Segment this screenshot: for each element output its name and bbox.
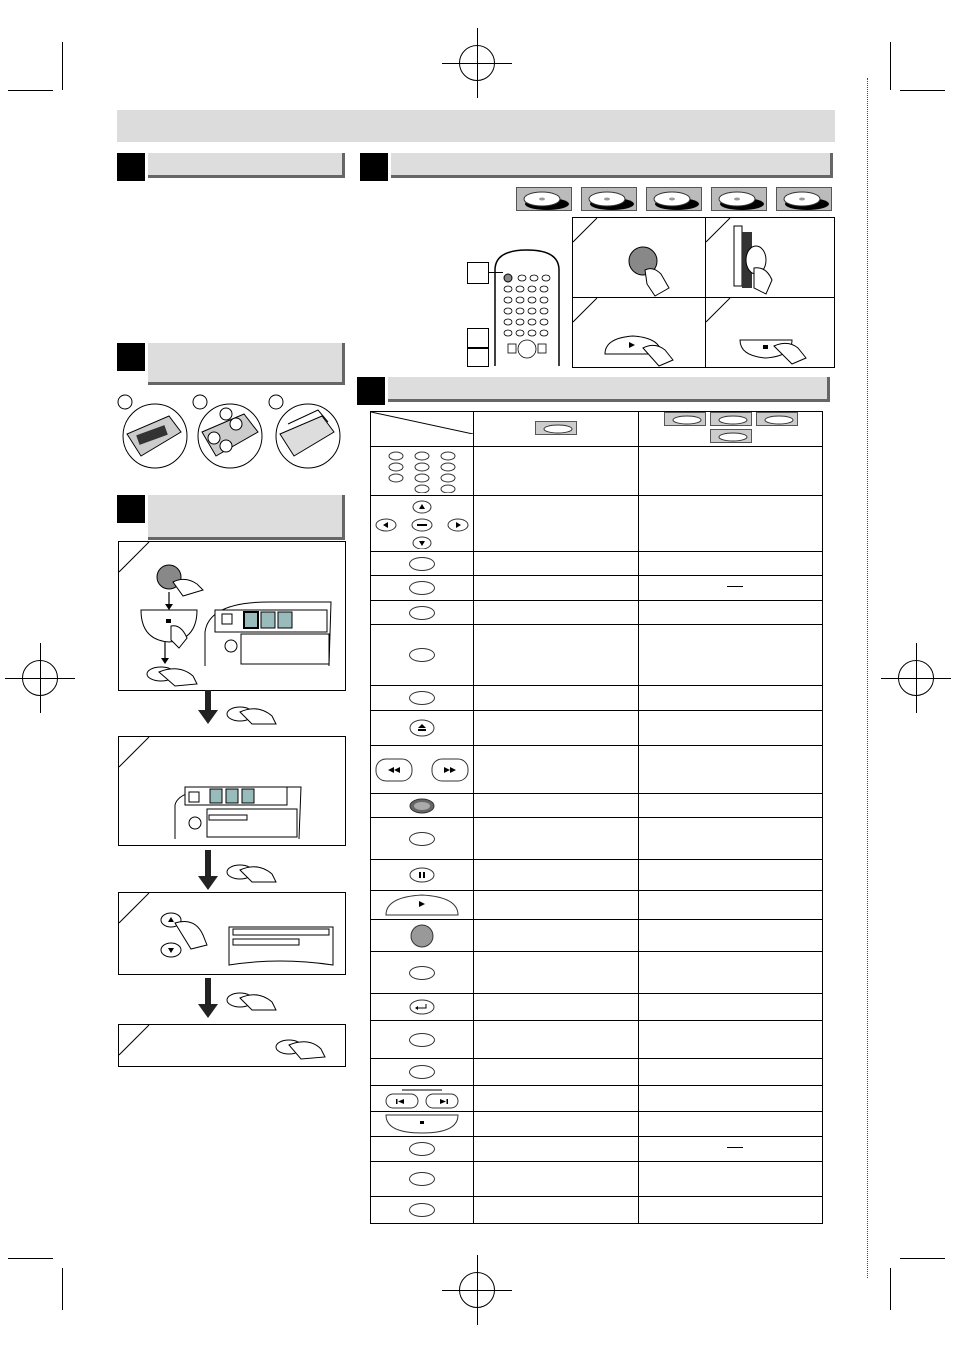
dash-mark xyxy=(727,586,743,587)
stop-icon xyxy=(706,298,836,369)
table-row xyxy=(371,746,474,794)
play-icon xyxy=(573,298,707,369)
table-cell xyxy=(474,920,639,952)
menu-step-2 xyxy=(118,736,346,846)
disc-icon xyxy=(710,412,752,426)
eject-icon xyxy=(408,719,436,737)
crop-mark xyxy=(62,1268,63,1310)
table-row xyxy=(371,1197,474,1224)
menu-step-3 xyxy=(118,892,346,975)
crop-mark xyxy=(900,1258,945,1259)
power-button-icon xyxy=(408,924,436,948)
table-cell xyxy=(474,447,639,496)
table-cell xyxy=(474,1162,639,1197)
table-cell xyxy=(639,552,823,576)
disc-icon xyxy=(535,421,577,435)
table-cell xyxy=(639,746,823,794)
table-cell xyxy=(639,1137,823,1162)
table-row xyxy=(371,1059,474,1086)
table-cell xyxy=(639,625,823,686)
step-panel xyxy=(572,297,706,368)
button-icon xyxy=(409,606,435,620)
hand-press-icon xyxy=(226,702,282,726)
hand-press-icon xyxy=(226,988,282,1012)
button-icon xyxy=(409,648,435,662)
table-cell xyxy=(474,1086,639,1112)
callout-box xyxy=(467,262,489,284)
table-cell xyxy=(474,1112,639,1137)
table-cell xyxy=(639,891,823,920)
table-row xyxy=(371,601,474,625)
skip-buttons-icon xyxy=(382,1088,462,1110)
table-cell xyxy=(474,860,639,891)
dash-mark xyxy=(727,1147,743,1148)
table-cell xyxy=(474,952,639,994)
registration-mark xyxy=(22,660,58,696)
table-cell xyxy=(474,552,639,576)
section-number-block xyxy=(117,495,145,523)
crop-mark xyxy=(8,90,53,91)
crop-mark xyxy=(8,1258,53,1259)
page-title-bar xyxy=(117,110,835,142)
table-row xyxy=(371,711,474,746)
disc-icon xyxy=(710,429,752,443)
step-panel xyxy=(705,297,835,368)
table-cell xyxy=(474,818,639,860)
table-cell xyxy=(474,686,639,711)
button-icon xyxy=(409,1142,435,1156)
table-header-cell xyxy=(474,412,639,447)
table-cell xyxy=(639,496,823,552)
step-panel xyxy=(705,217,835,298)
menu-step-4 xyxy=(118,1024,346,1067)
pause-icon xyxy=(408,867,436,883)
crop-mark xyxy=(890,1268,891,1310)
table-row xyxy=(371,860,474,891)
table-cell xyxy=(474,1137,639,1162)
table-row xyxy=(371,1162,474,1197)
table-row xyxy=(371,496,474,552)
play-icon xyxy=(382,893,462,917)
table-row xyxy=(371,994,474,1021)
stop-icon xyxy=(382,1113,462,1135)
arrow-down-icon xyxy=(205,690,211,712)
table-row xyxy=(371,952,474,994)
table-header-cell xyxy=(371,412,474,447)
table-cell xyxy=(474,746,639,794)
disc-icon xyxy=(646,187,702,211)
section-number-block xyxy=(357,377,385,405)
section-header-4 xyxy=(388,377,830,402)
disc-icon xyxy=(664,412,706,426)
disc-icon xyxy=(516,187,572,211)
button-icon xyxy=(409,966,435,980)
table-cell xyxy=(639,860,823,891)
section-number-block xyxy=(117,153,145,181)
table-cell xyxy=(474,994,639,1021)
table-cell xyxy=(639,686,823,711)
button-icon xyxy=(409,832,435,846)
table-cell xyxy=(639,794,823,818)
table-row xyxy=(371,447,474,496)
crop-mark xyxy=(900,90,945,91)
arrow-down-icon xyxy=(205,978,211,1006)
table-cell xyxy=(639,952,823,994)
arrow-down-icon xyxy=(205,850,211,878)
return-icon xyxy=(408,999,436,1015)
hand-press-icon xyxy=(573,218,707,299)
table-row xyxy=(371,1112,474,1137)
fold-line xyxy=(867,78,868,1278)
menu-step-1 xyxy=(118,541,346,691)
hand-press-icon xyxy=(226,860,282,884)
table-row xyxy=(371,576,474,601)
section-number-block xyxy=(117,343,145,371)
remote-control-icon xyxy=(490,248,564,366)
callout-box xyxy=(467,328,489,348)
table-row xyxy=(371,686,474,711)
table-row xyxy=(371,920,474,952)
table-cell xyxy=(474,625,639,686)
section-header-5 xyxy=(148,495,345,540)
registration-mark xyxy=(898,660,934,696)
table-cell xyxy=(639,447,823,496)
feature-table xyxy=(370,411,823,1224)
button-icon xyxy=(409,581,435,595)
disc-icon xyxy=(581,187,637,211)
table-cell xyxy=(639,1059,823,1086)
table-cell xyxy=(474,711,639,746)
table-row xyxy=(371,891,474,920)
table-row xyxy=(371,1021,474,1059)
table-row xyxy=(371,552,474,576)
crop-mark xyxy=(890,42,891,90)
table-cell xyxy=(639,1112,823,1137)
table-row xyxy=(371,794,474,818)
button-icon xyxy=(409,1172,435,1186)
table-cell xyxy=(474,576,639,601)
section-number-block xyxy=(360,153,388,181)
button-icon xyxy=(409,557,435,571)
battery-compartment-icon xyxy=(268,394,342,470)
table-cell xyxy=(474,1021,639,1059)
crop-mark xyxy=(62,42,63,90)
table-cell xyxy=(474,1059,639,1086)
callout-line xyxy=(489,272,503,273)
battery-compartment-icon xyxy=(117,394,187,470)
table-cell xyxy=(639,1162,823,1197)
rewind-fast-forward-icon xyxy=(374,757,470,783)
battery-compartment-icon xyxy=(192,394,264,470)
section-header-1 xyxy=(148,153,345,178)
step-panel xyxy=(572,217,706,298)
table-cell xyxy=(639,1197,823,1224)
table-row xyxy=(371,818,474,860)
number-keypad-icon xyxy=(382,449,462,493)
disc-icon xyxy=(756,412,798,426)
disc-icon xyxy=(711,187,767,211)
button-icon xyxy=(409,1033,435,1047)
table-cell xyxy=(474,891,639,920)
table-cell xyxy=(639,601,823,625)
disc-icon xyxy=(776,187,832,211)
button-icon xyxy=(408,798,436,814)
table-cell xyxy=(474,496,639,552)
table-cell xyxy=(474,1197,639,1224)
table-cell xyxy=(639,1086,823,1112)
table-header-cell xyxy=(639,412,823,447)
table-cell xyxy=(639,994,823,1021)
button-icon xyxy=(409,1203,435,1217)
cursor-buttons-icon xyxy=(374,499,470,549)
section-header-2 xyxy=(391,153,833,178)
callout-box xyxy=(467,348,489,367)
table-cell xyxy=(639,920,823,952)
table-row xyxy=(371,1086,474,1112)
table-cell xyxy=(639,576,823,601)
button-icon xyxy=(409,1065,435,1079)
table-cell xyxy=(639,818,823,860)
table-cell xyxy=(474,794,639,818)
section-header-3 xyxy=(148,343,345,385)
table-cell xyxy=(639,711,823,746)
registration-mark xyxy=(459,45,495,81)
table-cell xyxy=(474,601,639,625)
table-row xyxy=(371,1137,474,1162)
table-row xyxy=(371,625,474,686)
table-cell xyxy=(639,1021,823,1059)
button-icon xyxy=(409,691,435,705)
registration-mark xyxy=(459,1272,495,1308)
disc-insert-icon xyxy=(706,218,836,299)
